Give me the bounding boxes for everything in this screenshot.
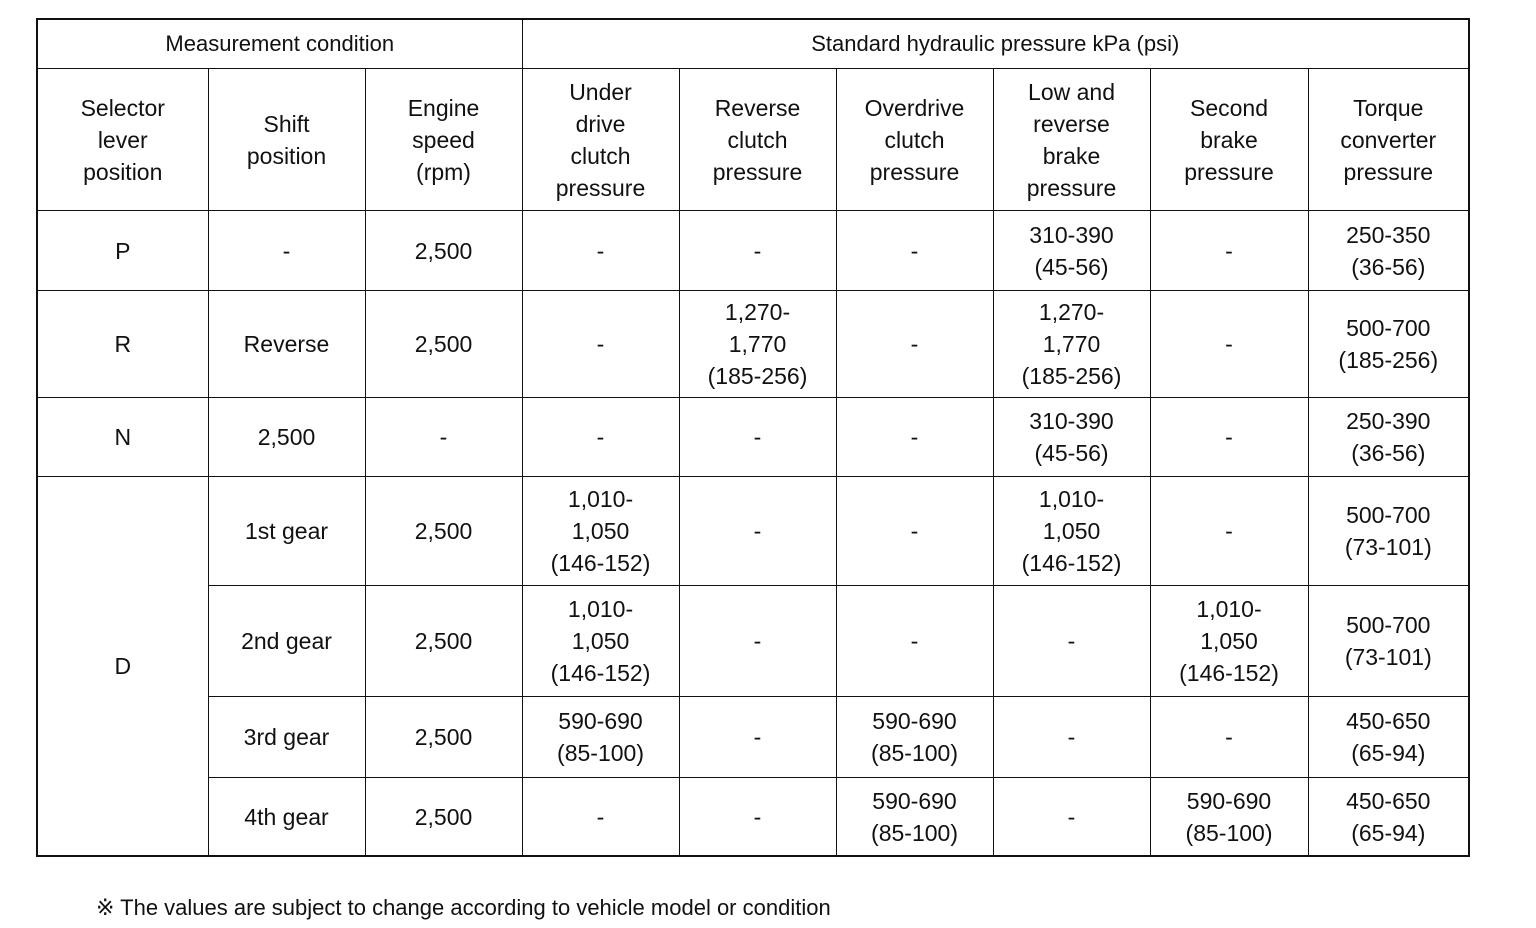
col-header-overdrive: Overdrive clutch pressure [836, 69, 993, 211]
col-header-shift: Shift position [208, 69, 365, 211]
table-row-d-1st [37, 477, 1469, 586]
cell-lowrev: - [993, 778, 1150, 857]
cell-underdrive: - [522, 291, 679, 398]
cell-underdrive: - [522, 778, 679, 857]
cell-selector: P [37, 211, 208, 291]
header-standard-pressure: Standard hydraulic pressure kPa (psi) [522, 19, 1469, 69]
cell-lowrev: 310-390 (45-56) [993, 211, 1150, 291]
cell-selector-d: D [37, 477, 208, 857]
cell-torque: 500-700 (73-101) [1308, 586, 1469, 697]
cell-shift: 3rd gear [208, 697, 365, 778]
cell-engine: 2,500 [365, 211, 522, 291]
cell-overdrive: 590-690 (85-100) [836, 778, 993, 857]
cell-underdrive: 1,010- 1,050 (146-152) [522, 586, 679, 697]
cell-underdrive: 590-690 (85-100) [522, 697, 679, 778]
cell-underdrive: 1,010- 1,050 (146-152) [522, 477, 679, 586]
cell-second: 1,010- 1,050 (146-152) [1150, 586, 1308, 697]
cell-engine: 2,500 [365, 697, 522, 778]
cell-second: - [1150, 477, 1308, 586]
header-measurement-condition: Measurement condition [37, 19, 522, 69]
cell-engine: - [365, 398, 522, 477]
table-row-n [37, 398, 1469, 477]
cell-overdrive: - [836, 477, 993, 586]
cell-lowrev: 1,270- 1,770 (185-256) [993, 291, 1150, 398]
col-header-reverse-clutch: Reverse clutch pressure [679, 69, 836, 211]
cell-second: 590-690 (85-100) [1150, 778, 1308, 857]
cell-torque: 500-700 (73-101) [1308, 477, 1469, 586]
cell-reverse: - [679, 697, 836, 778]
cell-overdrive: - [836, 398, 993, 477]
cell-lowrev: 310-390 (45-56) [993, 398, 1150, 477]
cell-lowrev: - [993, 586, 1150, 697]
header-group-row [37, 19, 1469, 69]
col-header-second-brake: Second brake pressure [1150, 69, 1308, 211]
cell-second: - [1150, 398, 1308, 477]
cell-second: - [1150, 697, 1308, 778]
cell-overdrive: 590-690 (85-100) [836, 697, 993, 778]
cell-engine: 2,500 [365, 778, 522, 857]
cell-engine: 2,500 [365, 586, 522, 697]
cell-underdrive: - [522, 398, 679, 477]
table-row-d-3rd [37, 697, 1469, 778]
col-header-underdrive: Under drive clutch pressure [522, 69, 679, 211]
cell-reverse: - [679, 778, 836, 857]
cell-reverse: - [679, 398, 836, 477]
cell-torque: 250-350 (36-56) [1308, 211, 1469, 291]
cell-torque: 250-390 (36-56) [1308, 398, 1469, 477]
column-header-row [37, 69, 1469, 211]
table-row-r [37, 291, 1469, 398]
table-row-d-4th [37, 778, 1469, 857]
cell-engine: 2,500 [365, 291, 522, 398]
cell-reverse: - [679, 211, 836, 291]
cell-lowrev: - [993, 697, 1150, 778]
table-row-p [37, 211, 1469, 291]
cell-overdrive: - [836, 291, 993, 398]
cell-selector: R [37, 291, 208, 398]
cell-shift: 2,500 [208, 398, 365, 477]
cell-shift: Reverse [208, 291, 365, 398]
cell-shift: - [208, 211, 365, 291]
cell-overdrive: - [836, 586, 993, 697]
cell-reverse: - [679, 477, 836, 586]
col-header-torque-converter: Torque converter pressure [1308, 69, 1469, 211]
hydraulic-pressure-table [36, 18, 1470, 857]
cell-overdrive: - [836, 211, 993, 291]
col-header-low-reverse: Low and reverse brake pressure [993, 69, 1150, 211]
cell-shift: 2nd gear [208, 586, 365, 697]
footnote: ※ The values are subject to change according to vehicle model or condition [96, 895, 831, 920]
cell-shift: 4th gear [208, 778, 365, 857]
cell-underdrive: - [522, 211, 679, 291]
cell-selector: N [37, 398, 208, 477]
col-header-engine-speed: Engine speed (rpm) [365, 69, 522, 211]
cell-second: - [1150, 291, 1308, 398]
col-header-selector: Selector lever position [37, 69, 208, 211]
cell-reverse: - [679, 586, 836, 697]
cell-engine: 2,500 [365, 477, 522, 586]
table-row-d-2nd [37, 586, 1469, 697]
cell-torque: 450-650 (65-94) [1308, 697, 1469, 778]
cell-reverse: 1,270- 1,770 (185-256) [679, 291, 836, 398]
cell-torque: 450-650 (65-94) [1308, 778, 1469, 857]
cell-second: - [1150, 211, 1308, 291]
cell-lowrev: 1,010- 1,050 (146-152) [993, 477, 1150, 586]
cell-torque: 500-700 (185-256) [1308, 291, 1469, 398]
cell-shift: 1st gear [208, 477, 365, 586]
